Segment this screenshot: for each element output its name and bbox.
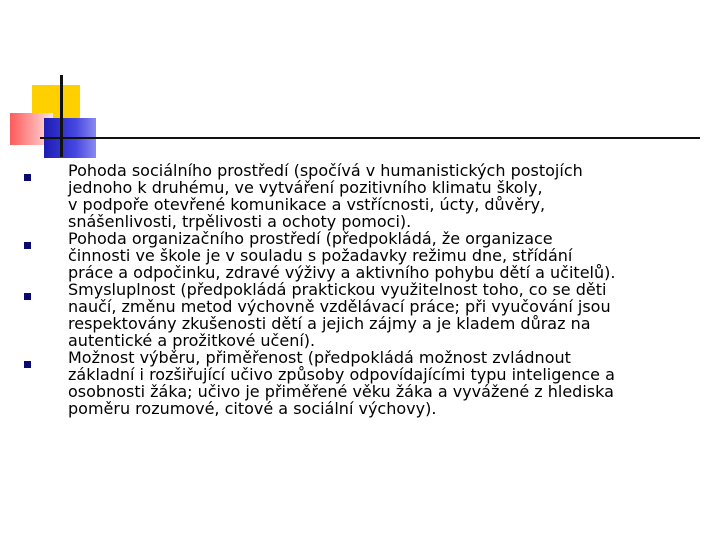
title-divider-line bbox=[40, 137, 700, 139]
decorative-vertical-line bbox=[60, 75, 63, 157]
bullet-text: Možnost výběru, přiměřenost (předpokládá možnost zvládnout základní i rozšiřující učivo způsoby odpovídajícími typu inteligence a osobnosti žáka; učivo je přiměřené věku žáka a vyvážené z hlediska poměru rozumové, citové a sociální výchovy). bbox=[68, 348, 615, 418]
bullet-text: Pohoda organizačního prostředí (předpokládá, že organizace činnosti ve škole je v souladu s požadavky režimu dne, střídání práce a odpočinku, zdravé výživy a aktivního pohybu dětí a učitelů). bbox=[68, 229, 616, 282]
bullet-item bbox=[0, 162, 720, 230]
square-bullet-icon bbox=[24, 361, 31, 368]
bullet-item bbox=[0, 349, 720, 417]
square-bullet-icon bbox=[24, 293, 31, 300]
bullet-item bbox=[0, 230, 720, 281]
square-bullet-icon bbox=[24, 174, 31, 181]
bullet-text: Pohoda sociálního prostředí (spočívá v humanistických postojích jednoho k druhému, ve vytváření pozitivního klimatu školy, v podpoře otevřené komunikace a vstřícnosti, úcty, důvěry, snášenlivosti, trpělivosti a ochoty pomoci). bbox=[68, 161, 583, 231]
square-bullet-icon bbox=[24, 242, 31, 249]
bullet-item bbox=[0, 281, 720, 349]
bullet-list bbox=[0, 162, 720, 417]
bullet-text: Smysluplnost (předpokládá praktickou využitelnost toho, co se děti naučí, změnu metod výchovně vzdělávací práce; při vyučování jsou respektovány zkušenosti dětí a jejich zájmy a je kladem důraz na autentické a prožitkové učení). bbox=[68, 280, 611, 350]
